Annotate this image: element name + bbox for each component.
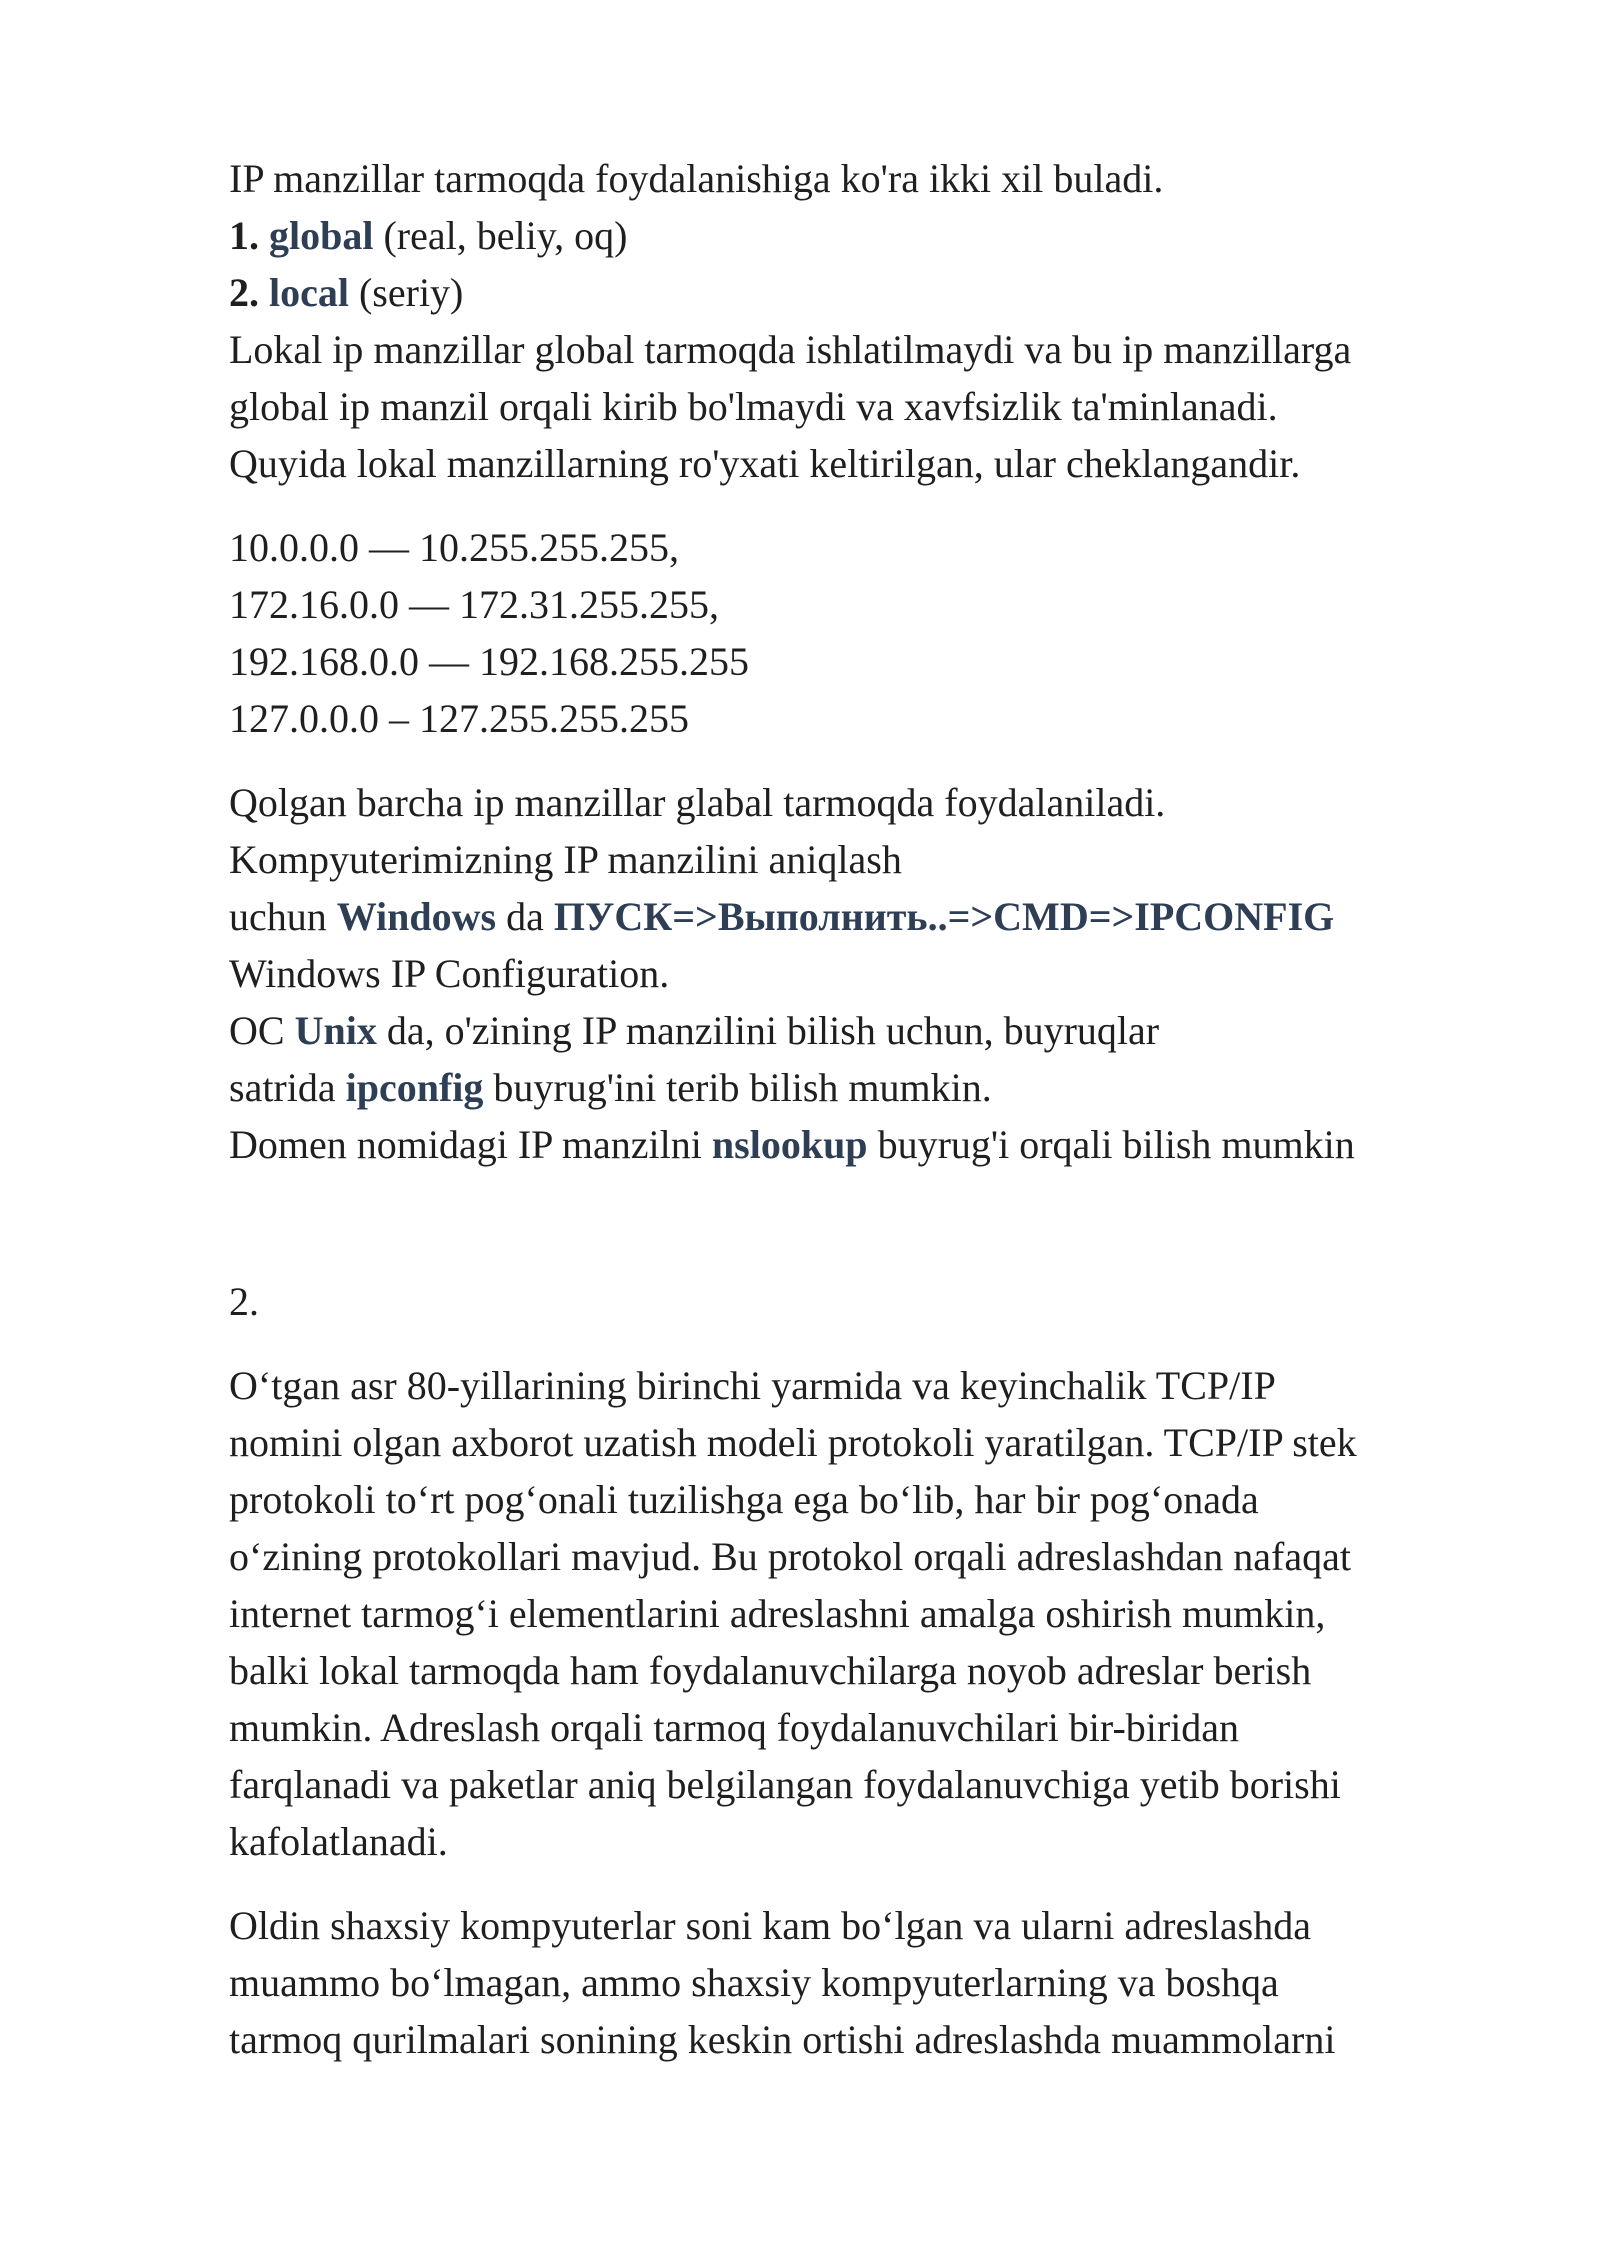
intro-line: global ip manzil orqali kirib bo'lmaydi va xavfsizlik ta'minlanadi. — [229, 384, 1278, 429]
config-line: Windows IP Configuration. — [229, 951, 670, 996]
text-line: mumkin. Adreslash orqali tarmoq foydalanuvchilari bir-biridan — [229, 1705, 1240, 1750]
list-item-text: (real, beliy, oq) — [373, 213, 628, 258]
text-line: protokoli to‘rt pog‘onali tuzilishga ega bo‘lib, har bir pog‘onada — [229, 1477, 1259, 1522]
text-line: o‘zining protokollari mavjud. Bu protokol orqali adreslashdan nafaqat — [229, 1534, 1351, 1579]
intro-line: Lokal ip manzillar global tarmoqda ishlatilmaydi va bu ip manzillarga — [229, 327, 1352, 372]
config-line — [229, 888, 1489, 945]
list-item-global — [229, 207, 1489, 264]
document-page — [229, 150, 1489, 2068]
text-run: satrida — [229, 1065, 346, 1110]
config-line: Kompyuterimizning IP manzilini aniqlash — [229, 837, 902, 882]
text-run: da — [496, 894, 554, 939]
list-item-text: (seriy) — [348, 270, 464, 315]
text-run: buyrug'i orqali bilish mumkin — [867, 1122, 1355, 1167]
list-number: 2. — [229, 270, 259, 315]
config-line — [229, 1059, 1489, 1116]
section-number: 2. — [229, 1279, 259, 1324]
ip-range: 192.168.0.0 — 192.168.255.255 — [229, 639, 749, 684]
text-run: da, o'zining IP manzilini bilish uchun, buyruqlar — [376, 1008, 1160, 1053]
config-line — [229, 1002, 1489, 1059]
text-line: Oldin shaxsiy kompyuterlar soni kam bo‘lgan va ularni adreslashda — [229, 1903, 1311, 1948]
term-local: local — [269, 270, 349, 315]
list-item-local — [229, 264, 1489, 321]
text-line: kafolatlanadi. — [229, 1819, 448, 1864]
text-line: O‘tgan asr 80-yillarining birinchi yarmida va keyinchalik TCP/IP — [229, 1363, 1276, 1408]
text-line: muammo bo‘lmagan, ammo shaxsiy kompyuterlarning va boshqa — [229, 1960, 1279, 2005]
intro-line: Quyida lokal manzillarning ro'yxati keltirilgan, ular cheklangandir. — [229, 441, 1301, 486]
term-ipconfig: ipconfig — [345, 1065, 484, 1110]
ip-range: 10.0.0.0 — 10.255.255.255, — [229, 525, 679, 570]
term-windows: Windows — [336, 894, 497, 939]
text-line: internet tarmog‘i elementlarini adreslashni amalga oshirish mumkin, — [229, 1591, 1326, 1636]
section2-paragraph-2 — [229, 1897, 1489, 2068]
term-unix: Unix — [294, 1008, 377, 1053]
term-nslookup: nslookup — [711, 1122, 868, 1167]
text-line: nomini olgan axborot uzatish modeli protokoli yaratilgan. TCP/IP stek — [229, 1420, 1357, 1465]
intro-paragraph — [229, 150, 1489, 492]
term-global: global — [269, 213, 374, 258]
text-run: OC — [229, 1008, 295, 1053]
text-run: buyrug'ini terib bilish mumkin. — [483, 1065, 992, 1110]
text-line: tarmoq qurilmalari sonining keskin ortishi adreslashda muammolarni — [229, 2017, 1336, 2062]
intro-line: IP manzillar tarmoqda foydalanishiga ko'ra ikki xil buladi. — [229, 156, 1164, 201]
section2-paragraph-1 — [229, 1357, 1489, 1870]
text-line: balki lokal tarmoqda ham foydalanuvchilarga noyob adreslar berish — [229, 1648, 1312, 1693]
text-run: Domen nomidagi IP manzilni — [229, 1122, 712, 1167]
list-number: 1. — [229, 213, 259, 258]
config-line: Qolgan barcha ip manzillar glabal tarmoqda foydalaniladi. — [229, 780, 1166, 825]
config-paragraph — [229, 774, 1489, 1173]
config-line — [229, 1116, 1489, 1173]
text-run: uchun — [229, 894, 337, 939]
ip-range: 127.0.0.0 – 127.255.255.255 — [229, 696, 689, 741]
ip-range: 172.16.0.0 — 172.31.255.255, — [229, 582, 719, 627]
term-command-path: ПУСК=>Выполнить..=>CMD=>IPCONFIG — [553, 894, 1335, 939]
text-line: farqlanadi va paketlar aniq belgilangan foydalanuvchiga yetib borishi — [229, 1762, 1341, 1807]
ip-range-list — [229, 519, 1489, 747]
